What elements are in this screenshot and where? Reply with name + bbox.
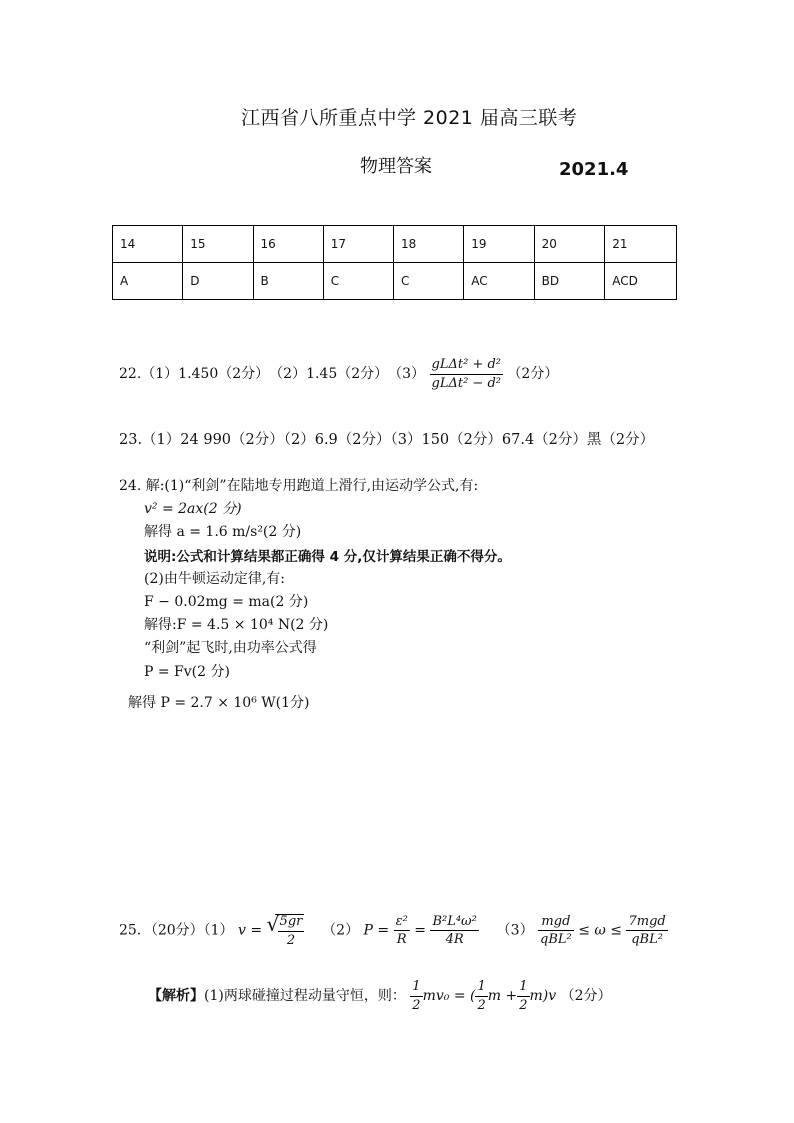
q24-line-5: (2)由牛顿运动定律,有: (144, 571, 285, 587)
frac-num: 1 (475, 980, 487, 997)
sqrt-symbol (267, 914, 305, 947)
table-cell: 17 (323, 226, 393, 263)
table-cell: D (183, 263, 253, 300)
q24-line-6: F − 0.02mg = ma(2 分) (144, 594, 309, 610)
frac-den: R (396, 932, 407, 948)
table-cell: 21 (605, 226, 677, 263)
table-cell: A (113, 263, 183, 300)
q24-note: 说明:公式和计算结果都正确得 4 分,仅计算结果正确不得分。 (144, 549, 511, 565)
frac-num: mgd (538, 915, 574, 932)
table-cell: 20 (534, 226, 605, 263)
frac-num: 1 (410, 980, 422, 997)
analysis-plus: m + (487, 988, 518, 1005)
q24-line-10: 解得 P = 2.7 × 10⁶ W(1分) (128, 695, 310, 711)
table-cell: 15 (183, 226, 253, 263)
q22-fraction (430, 358, 503, 390)
q25-part2-frac1 (394, 915, 410, 947)
q22-prefix: 22.（1）1.450（2分） （2）1.45（2分） （3） (119, 366, 426, 383)
question-22 (119, 358, 558, 390)
q22-suffix: （2分） (507, 366, 559, 383)
frac-den: 4R (445, 932, 464, 948)
table-cell: 18 (394, 226, 464, 263)
page-subtitle: 物理答案 (360, 156, 432, 177)
q24-line-3: 解得 a = 1.6 m/s²(2 分) (144, 524, 302, 540)
q25-prefix: 25．（20分）（1） (119, 922, 234, 939)
table-row (113, 226, 677, 263)
table-cell: C (323, 263, 393, 300)
q25-part3-frac1 (538, 915, 574, 947)
exam-date: 2021.4 (559, 159, 629, 180)
frac-den: qBL² (540, 932, 572, 948)
q25-part3-mid: ≤ ω ≤ (578, 922, 623, 939)
q25-sqrt-num: 5gr (278, 915, 305, 932)
q24-line-1: 24. 解:(1)“利剑”在陆地专用跑道上滑行,由运动学公式,有: (119, 478, 479, 494)
q24-line-2: v² = 2ax(2 分) (144, 501, 242, 517)
q25-part2-eq: = (414, 922, 426, 939)
table-cell: C (394, 263, 464, 300)
frac-den: qBL² (631, 932, 663, 948)
q22-frac-num: gLΔt² + d² (430, 358, 503, 375)
frac-den: 2 (519, 997, 528, 1013)
frac-den: 2 (412, 997, 421, 1013)
table-cell: 14 (113, 226, 183, 263)
q24-line-9: P = Fv(2 分) (144, 664, 230, 680)
frac-den: 2 (477, 997, 486, 1013)
table-cell: B (253, 263, 323, 300)
half-fraction (517, 980, 529, 1012)
analysis-close: m)v (529, 988, 557, 1005)
q25-part3-frac2 (626, 915, 667, 947)
q25-part3-label: （3） (496, 922, 534, 939)
q22-frac-den: gLΔt² − d² (431, 375, 501, 391)
question-23: 23.（1）24 990（2分）（2）6.9（2分）（3）150（2分）67.4（2分）黑（2分） (119, 432, 655, 448)
table-cell: 19 (464, 226, 534, 263)
table-row (113, 263, 677, 300)
q25-sqrt-den: 2 (286, 932, 296, 948)
page-title: 江西省八所重点中学 2021 届高三联考 (241, 107, 578, 129)
analysis-line (148, 980, 612, 1012)
half-fraction (410, 980, 422, 1012)
radical-icon: √ (266, 912, 280, 936)
q24-line-7: 解得:F = 4.5 × 10⁴ N(2 分) (144, 617, 329, 633)
table-cell: AC (464, 263, 534, 300)
table-cell: ACD (605, 263, 677, 300)
analysis-text: (1)两球碰撞过程动量守恒，则： (204, 988, 406, 1005)
q25-part2-label: （2） (322, 922, 360, 939)
q25-part2-frac2 (430, 915, 478, 947)
frac-num: B²L⁴ω² (430, 915, 478, 932)
half-fraction (475, 980, 487, 1012)
frac-num: ε² (394, 915, 410, 932)
analysis-label: 【解析】 (148, 988, 204, 1005)
table-cell: 16 (253, 226, 323, 263)
q24-line-8: “利剑”起飞时,由功率公式得 (144, 640, 317, 656)
frac-num: 7mgd (626, 915, 667, 932)
analysis-mv0: mv₀ = ( (422, 988, 476, 1005)
frac-num: 1 (517, 980, 529, 997)
table-cell: BD (534, 263, 605, 300)
analysis-score: （2分） (560, 988, 612, 1005)
q25-part2-lhs: P = (363, 922, 390, 939)
question-25 (119, 914, 668, 947)
q25-part1-lhs: v = (238, 922, 263, 939)
answer-table (112, 225, 677, 300)
